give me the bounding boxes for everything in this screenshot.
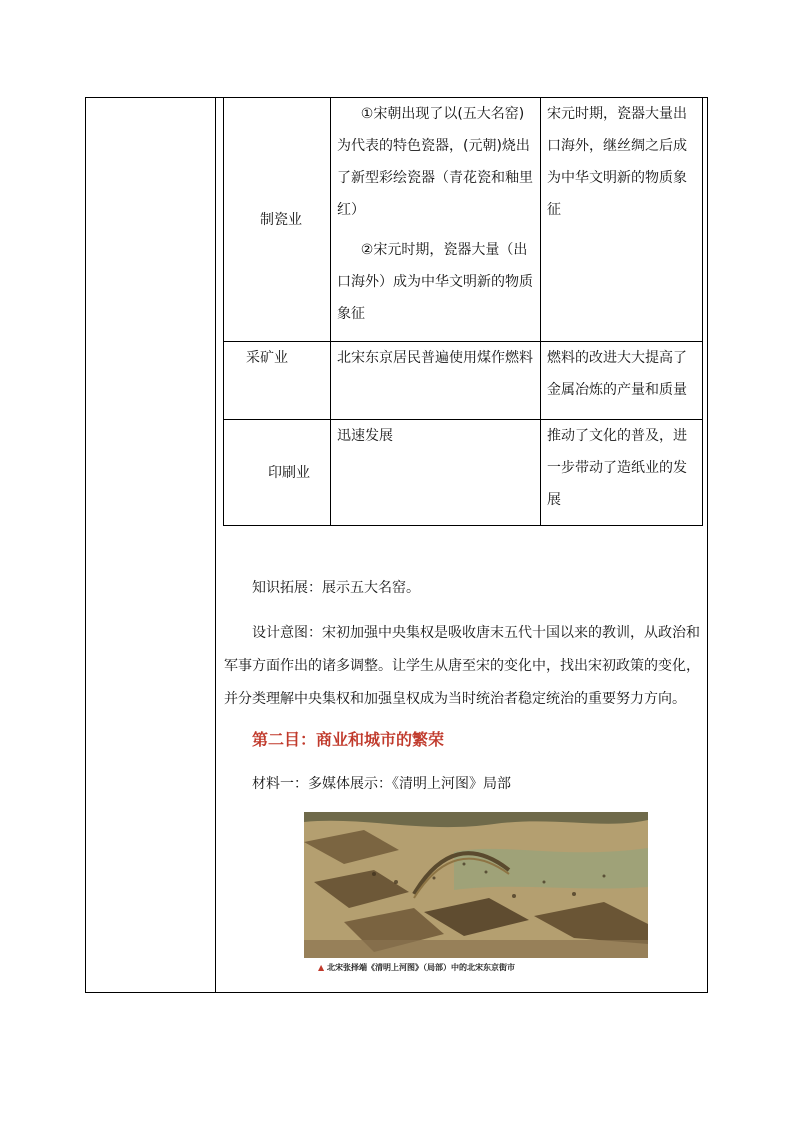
table-row bbox=[224, 420, 703, 526]
table-row bbox=[224, 98, 703, 342]
content-cell: 迅速发展 bbox=[331, 420, 541, 526]
outer-column-divider bbox=[215, 97, 216, 993]
significance-cell: 推动了文化的普及，进一步带动了造纸业的发展 bbox=[541, 420, 703, 526]
section-heading: 第二目：商业和城市的繁荣 bbox=[252, 730, 445, 749]
category-cell: 制瓷业 bbox=[224, 98, 331, 342]
content-cell bbox=[331, 98, 541, 342]
knowledge-extension: 知识拓展：展示五大名窑。 bbox=[252, 580, 420, 596]
painting-illustration bbox=[304, 812, 648, 958]
qingming-painting-image bbox=[304, 812, 648, 958]
caption-marker: ▲ bbox=[318, 963, 325, 972]
content-paragraph: ①宋朝出现了以(五大名窑)为代表的特色瓷器，(元朝)烧出了新型彩绘瓷器（青花瓷和釉里红） bbox=[337, 106, 533, 218]
content-cell: 北宋东京居民普遍使用煤作燃料 bbox=[331, 342, 541, 420]
figure-caption bbox=[318, 962, 515, 973]
category-cell: 采矿业 bbox=[224, 342, 331, 420]
table-row bbox=[224, 342, 703, 420]
material-one: 材料一：多媒体展示：《清明上河图》局部 bbox=[252, 776, 511, 792]
significance-cell: 燃料的改进大大提高了金属冶炼的产量和质量 bbox=[541, 342, 703, 420]
category-cell: 印刷业 bbox=[224, 420, 331, 526]
content-paragraph: ②宋元时期，瓷器大量（出口海外）成为中华文明新的物质象征 bbox=[337, 242, 533, 322]
significance-cell: 宋元时期，瓷器大量出口海外，继丝绸之后成为中华文明新的物质象征 bbox=[541, 98, 703, 342]
industry-table bbox=[223, 97, 703, 526]
design-intent: 设计意图：宋初加强中央集权是吸收唐末五代十国以来的教训，从政治和军事方面作出的诸多调整。让学生从唐至宋的变化中，找出宋初政策的变化，并分类理解中央集权和加强皇权成为当时统治者稳定统治的重要努力方向。 bbox=[224, 625, 700, 707]
caption-text: 北宋张择端《清明上河图》（局部）中的北宋东京街市 bbox=[326, 963, 515, 972]
